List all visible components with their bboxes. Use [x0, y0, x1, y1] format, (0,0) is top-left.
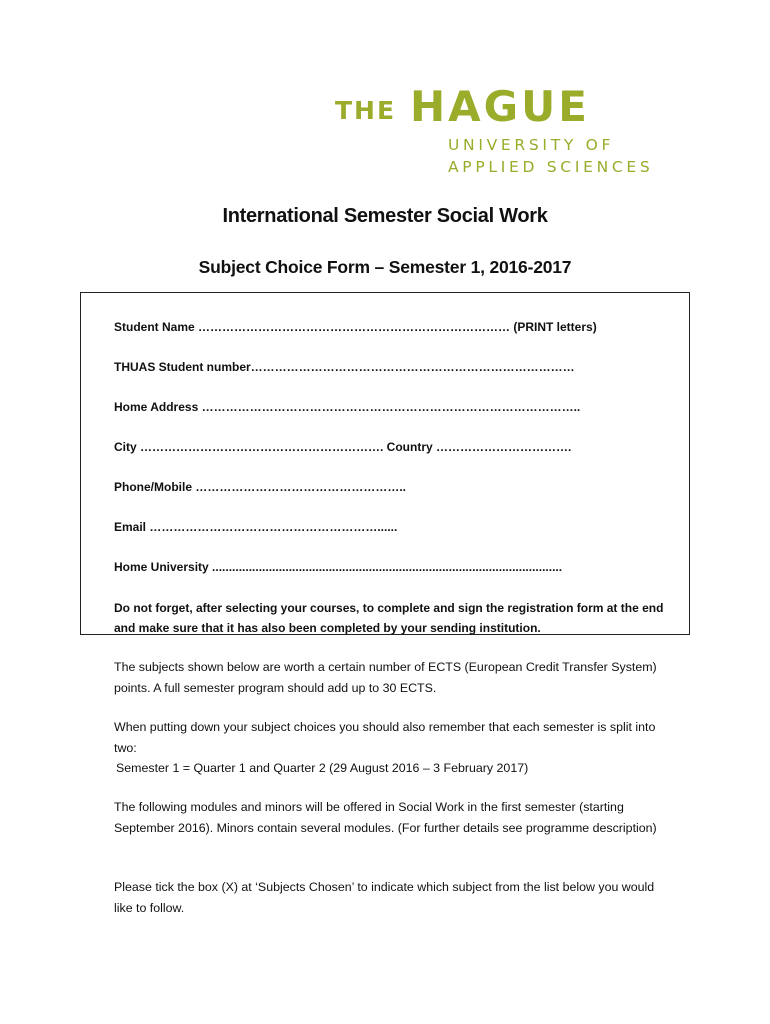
document-subtitle: Subject Choice Form – Semester 1, 2016-2017 [198, 257, 572, 277]
ects-paragraph: The subjects shown below are worth a certain number of ECTS (European Credit Transfer System) points. A full semester program should add up to 30 ECTS. [114, 660, 657, 695]
semester-dates-line: Semester 1 = Quarter 1 and Quarter 2 (29 August 2016 – 3 February 2017) [116, 761, 529, 775]
phone-mobile-field[interactable]: Phone/Mobile …………………………………………….. [114, 480, 407, 494]
semester-split-intro: When putting down your subject choices you should also remember that each semester is split into two: [114, 720, 656, 755]
semester-split-paragraph [114, 717, 674, 779]
home-university-field[interactable]: Home University ......................................................................................................... [114, 560, 563, 574]
tick-box-instruction: Please tick the box (X) at ‘Subjects Chosen’ to indicate which subject from the list below you would like to follow. [114, 880, 655, 915]
student-details-form [80, 292, 690, 635]
city-country-field[interactable]: City ……………………………………………………. Country ……………………………. [114, 440, 572, 454]
logo-applied-sciences: APPLIED SCIENCES [448, 158, 654, 176]
logo-university-of: UNIVERSITY OF [448, 136, 615, 154]
modules-paragraph: The following modules and minors will be offered in Social Work in the first semester (starting September 2016). Minors contain several modules. (For further details see programme description) [114, 800, 657, 835]
thuas-student-number-field[interactable]: THUAS Student number……………………………………………………………………… [114, 360, 575, 374]
home-address-field[interactable]: Home Address ………………………………………………………………………………….. [114, 400, 581, 414]
logo-hague-text: HAGUE [410, 82, 590, 131]
email-field[interactable]: Email …………………………………………………...... [114, 520, 398, 534]
registration-notice: Do not forget, after selecting your courses, to complete and sign the registration form at the end and make sure that it has also been completed by your sending institution. [114, 601, 664, 635]
logo-the-text: THE [335, 96, 397, 125]
document-title: International Semester Social Work [222, 205, 548, 227]
university-logo [335, 82, 655, 183]
student-name-field[interactable]: Student Name …………………………………………………………………… (PRINT letters) [114, 320, 597, 334]
